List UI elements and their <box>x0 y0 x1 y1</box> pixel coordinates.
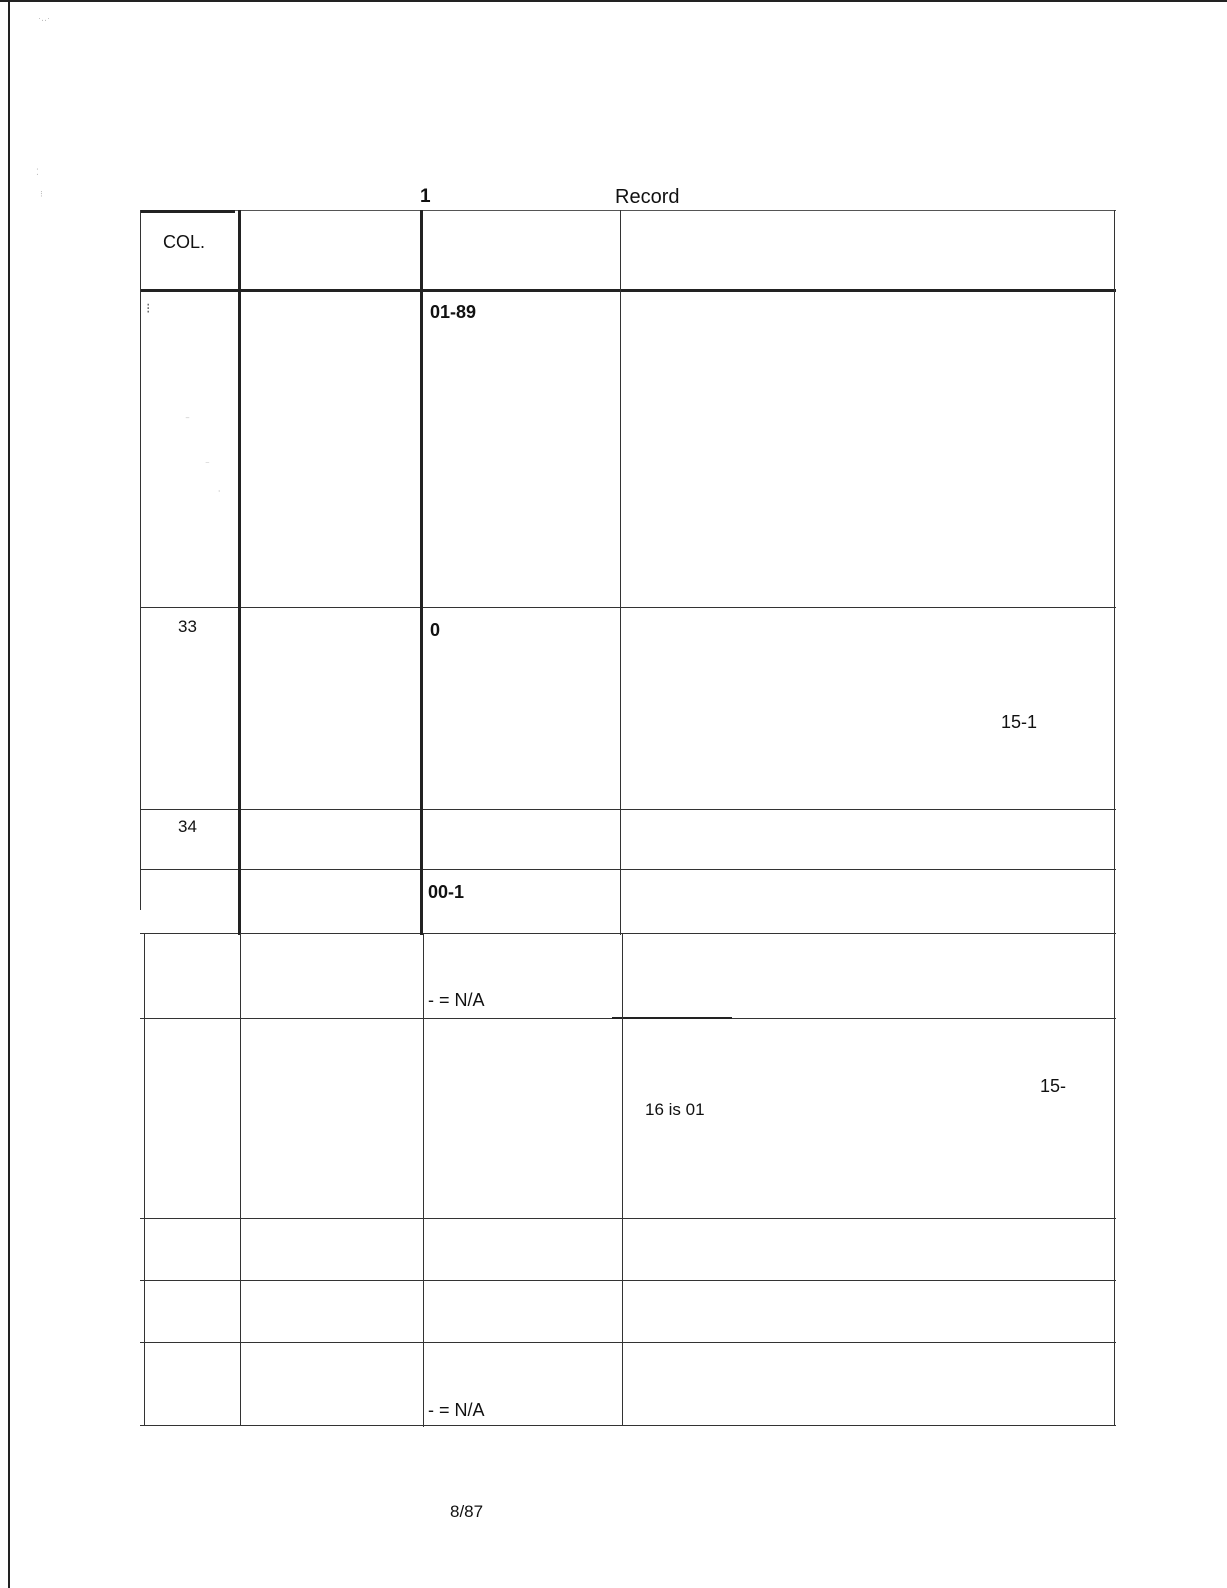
column-divider-2 <box>420 210 423 935</box>
row-range: 01-89 <box>430 302 477 322</box>
table-top-line-thick <box>140 210 235 213</box>
row-range: 0 <box>430 620 441 640</box>
row-range: - = N/A <box>428 990 485 1010</box>
table-top-line <box>140 210 1116 211</box>
header-record-label: Record <box>615 186 680 208</box>
col-header: COL. <box>163 232 206 252</box>
column-divider-3-lower <box>622 933 623 1425</box>
row-line <box>140 1218 1116 1219</box>
row-line-accent <box>612 1017 732 1019</box>
table-right-line <box>1114 210 1115 1426</box>
row-range: 00-1 <box>428 882 465 902</box>
scan-speck: ⸳ <box>218 485 221 495</box>
column-divider-3 <box>620 210 621 935</box>
column-divider-1-lower <box>240 933 241 1425</box>
footer-date: 8/87 <box>450 1502 484 1521</box>
row-desc-part-a: 15- <box>1040 1076 1067 1096</box>
row-desc-part-b: 16 is 01 <box>645 1100 705 1119</box>
table-bottom-line <box>140 1425 1116 1426</box>
page-left-border <box>8 0 10 1588</box>
scan-speck: ⁚ <box>36 167 39 177</box>
column-divider-2-lower <box>423 933 424 1427</box>
table-left-line-lower <box>144 933 145 1425</box>
row-col: 33 <box>178 617 197 636</box>
scan-speck: ⁝ <box>40 189 43 199</box>
row-line <box>140 869 1116 870</box>
row-range: - = N/A <box>428 1400 485 1420</box>
row-line <box>140 809 1116 810</box>
page-top-border <box>0 0 1227 2</box>
row-line <box>140 607 1116 608</box>
row-line <box>140 933 1116 934</box>
row-line <box>140 1342 1116 1343</box>
scan-speck: ⁻ <box>205 459 210 469</box>
row-col-fragment: ⁝ <box>146 300 151 316</box>
row-col: 34 <box>178 817 197 836</box>
row-line <box>140 1280 1116 1281</box>
scan-speck: ‾ <box>186 417 189 427</box>
header-number: 1 <box>420 186 431 207</box>
scan-speck: ·‥· <box>38 13 51 23</box>
header-rule <box>140 289 1116 292</box>
table-left-line <box>140 210 141 910</box>
row-desc: 15-1 <box>1001 712 1038 732</box>
column-divider-1 <box>238 210 241 935</box>
